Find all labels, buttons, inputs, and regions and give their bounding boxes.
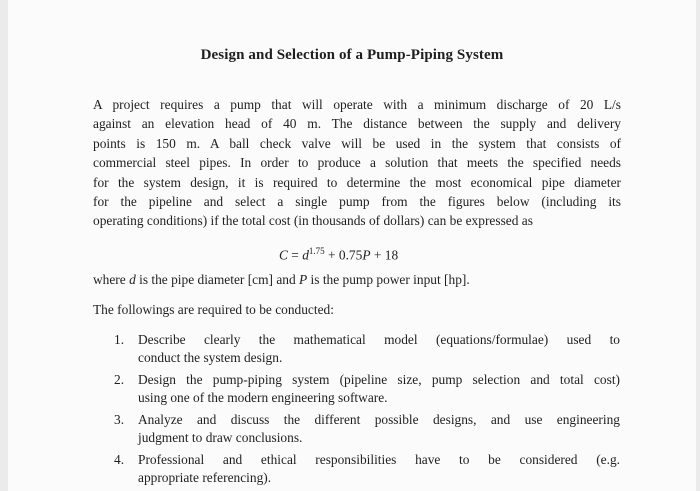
where-var-d: d [129, 272, 136, 287]
paragraph-line: commercial steel pipes. In order to produce a solution that meets the specified needs [93, 155, 621, 171]
list-item-number: 1. [114, 332, 125, 347]
where-text: is the pipe diameter [cm] and [135, 272, 299, 287]
paragraph-line: for the pipeline and select a single pump from the figures below (including its [93, 194, 621, 210]
formula-lhs: C [279, 247, 288, 263]
paragraph-line: operating conditions) if the total cost (in thousands of dollars) can be expressed as [93, 213, 533, 229]
formula-base: d [302, 247, 309, 263]
requirements-list [114, 331, 620, 491]
list-item-line: appropriate referencing). [138, 470, 272, 485]
list-item-line: Professional and ethical responsibilities have to be considered (e.g. [138, 452, 620, 467]
where-text: where [93, 272, 130, 287]
list-item [114, 331, 620, 367]
formula-rest-a: + 0.75 [324, 247, 363, 263]
problem-paragraph [93, 95, 621, 231]
document-page [8, 0, 696, 491]
formula-rest-b: + 18 [370, 247, 399, 263]
requirements-intro: The followings are required to be conducted: [93, 302, 334, 317]
list-item [114, 411, 620, 447]
paragraph-line: for the system design, it is required to determine the most economical pipe diameter [93, 174, 621, 190]
page-title: Design and Selection of a Pump-Piping System [200, 47, 504, 63]
list-item [114, 451, 620, 487]
where-text: is the pump power input [hp]. [307, 272, 470, 287]
list-item-number: 4. [114, 452, 125, 467]
formula-eq: = [287, 247, 303, 263]
list-item-line: judgment to draw conclusions. [138, 430, 303, 445]
where-var-p: P [299, 272, 308, 287]
paragraph-line: points is 150 m. A ball check valve will be used in the system that consists of [93, 135, 621, 151]
list-item [114, 371, 620, 407]
list-item-number: 3. [114, 412, 125, 427]
formula-var-p: P [362, 247, 371, 263]
paragraph-line: A project requires a pump that will operate with a minimum discharge of 20 L/s [93, 97, 621, 112]
cost-formula [279, 246, 398, 263]
list-item-line: Design the pump-piping system (pipeline size, pump selection and total cost) [138, 372, 620, 387]
list-item-line: conduct the system design. [138, 350, 283, 365]
paragraph-line: against an elevation head of 40 m. The distance between the supply and delivery [93, 116, 621, 132]
list-item-line: Describe clearly the mathematical model (equations/formulae) used to [138, 332, 620, 347]
list-item-number: 2. [114, 372, 125, 387]
formula-exponent: 1.75 [308, 246, 325, 256]
list-item-line: using one of the modern engineering software. [138, 390, 388, 405]
list-item-line: Analyze and discuss the different possible designs, and use engineering [138, 412, 620, 427]
variable-definitions [93, 272, 470, 288]
